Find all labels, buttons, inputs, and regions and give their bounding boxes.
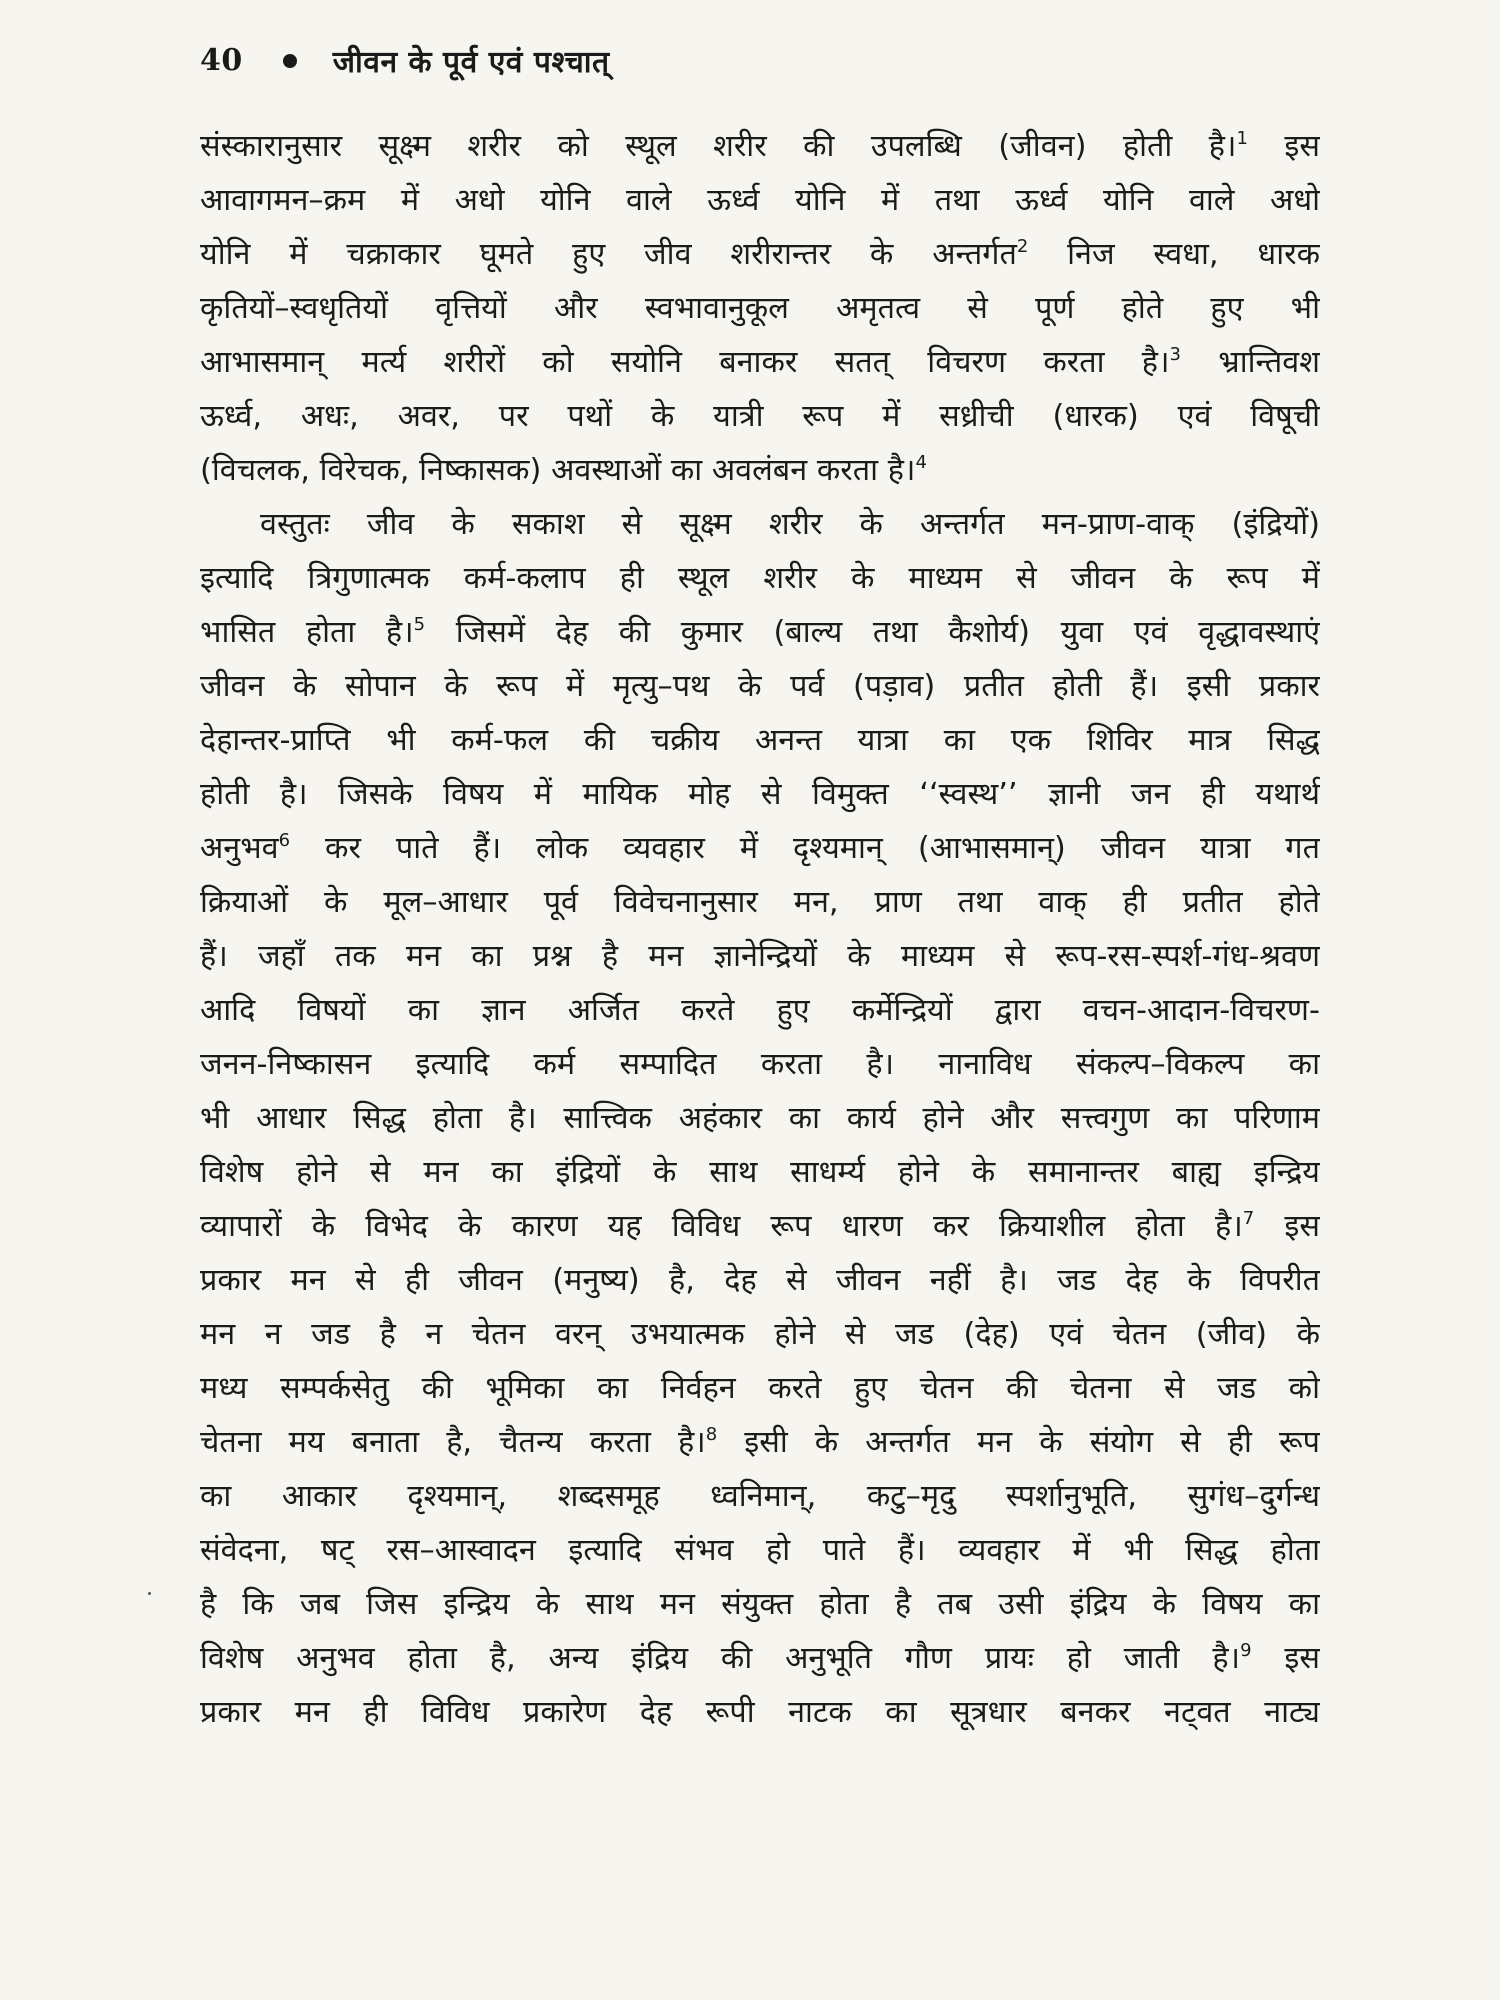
text-line: विशेष होने से मन का इंद्रियों के साथ साधर्म्य होने के समानान्तर बाह्य इन्द्रिय bbox=[200, 1155, 1320, 1190]
text-line: का आकार दृश्यमान्, शब्दसमूह ध्वनिमान्, कटु–मृदु स्पर्शानुभूति, सुगंध–दुर्गन्ध bbox=[200, 1479, 1320, 1514]
footnote-ref: 1 bbox=[1236, 128, 1248, 149]
text-line: जनन-निष्कासन इत्यादि कर्म सम्पादित करता है। नानाविध संकल्प–विकल्प का bbox=[200, 1047, 1320, 1082]
text-line: इत्यादि त्रिगुणात्मक कर्म-कलाप ही स्थूल शरीर के माध्यम से जीवन के रूप में bbox=[200, 561, 1320, 596]
text-line: प्रकार मन से ही जीवन (मनुष्य) है, देह से जीवन नहीं है। जड देह के विपरीत bbox=[200, 1263, 1320, 1298]
text-line: हैं। जहाँ तक मन का प्रश्न है मन ज्ञानेन्द्रियों के माध्यम से रूप-रस-स्पर्श-गंध-श्रवण bbox=[200, 939, 1320, 974]
text-line: जीवन के सोपान के रूप में मृत्यु–पथ के पर्व (पड़ाव) प्रतीत होती हैं। इसी प्रकार bbox=[200, 669, 1320, 704]
footnote-ref: 9 bbox=[1240, 1640, 1252, 1661]
bullet-icon bbox=[283, 54, 297, 68]
footnote-ref: 6 bbox=[278, 830, 291, 851]
footnote-ref: 7 bbox=[1242, 1208, 1255, 1229]
text-line: (विचलक, विरेचक, निष्कासक) अवस्थाओं का अवलंबन करता है।$^4$ bbox=[200, 452, 927, 488]
body-text bbox=[200, 120, 1320, 1740]
text-line: है कि जब जिस इन्द्रिय के साथ मन संयुक्त होता है तब उसी इंद्रिय के विषय का bbox=[200, 1587, 1320, 1622]
text-line: आदि विषयों का ज्ञान अर्जित करते हुए कर्मेन्द्रियों द्वारा वचन-आदान-विचरण- bbox=[200, 993, 1320, 1028]
text-line: संवेदना, षट् रस–आस्वादन इत्यादि संभव हो पाते हैं। व्यवहार में भी सिद्ध होता bbox=[200, 1533, 1320, 1568]
footnote-ref: 4 bbox=[915, 452, 927, 473]
text-line: कृतियों–स्वधृतियों वृत्तियों और स्वभावानुकूल अमृतत्व से पूर्ण होते हुए भी bbox=[200, 291, 1320, 326]
footnote-ref: 5 bbox=[413, 614, 426, 635]
text-line: होती है। जिसके विषय में मायिक मोह से विमुक्त ‘‘स्वस्थ’’ ज्ञानी जन ही यथार्थ bbox=[200, 777, 1320, 812]
text-line: क्रियाओं के मूल–आधार पूर्व विवेचनानुसार मन, प्राण तथा वाक् ही प्रतीत होते bbox=[200, 885, 1320, 920]
text-line: अनुभव$^6$ कर पाते हैं। लोक व्यवहार में दृश्यमान् (आभासमान्) जीवन यात्रा गत bbox=[200, 830, 1320, 866]
book-title: जीवन के पूर्व एवं पश्चात् bbox=[332, 45, 610, 80]
text-line: योनि में चक्राकार घूमते हुए जीव शरीरान्तर के अन्तर्गत$^2$ निज स्वधा, धारक bbox=[200, 236, 1320, 272]
text-line: विशेष अनुभव होता है, अन्य इंद्रिय की अनुभूति गौण प्रायः हो जाती है।$^9$ इस bbox=[200, 1640, 1320, 1676]
text-line: देहान्तर-प्राप्ति भी कर्म-फल की चक्रीय अनन्त यात्रा का एक शिविर मात्र सिद्ध bbox=[200, 723, 1320, 758]
footnote-ref: 2 bbox=[1016, 236, 1029, 257]
text-line: मध्य सम्पर्कसेतु की भूमिका का निर्वहन करते हुए चेतन की चेतना से जड को bbox=[200, 1371, 1320, 1406]
text-line: भासित होता है।$^5$ जिसमें देह की कुमार (बाल्य तथा कैशोर्य) युवा एवं वृद्धावस्थाएं bbox=[200, 614, 1320, 650]
text-line: चेतना मय बनाता है, चैतन्य करता है।$^8$ इसी के अन्तर्गत मन के संयोग से ही रूप bbox=[200, 1424, 1320, 1460]
footnote-ref: 3 bbox=[1169, 344, 1181, 365]
text-line: प्रकार मन ही विविध प्रकारेण देह रूपी नाटक का सूत्रधार बनकर नट्वत नाट्य bbox=[200, 1695, 1320, 1730]
text-line: भी आधार सिद्ध होता है। सात्त्विक अहंकार का कार्य होने और सत्त्वगुण का परिणाम bbox=[200, 1101, 1320, 1136]
scan-speck bbox=[148, 1592, 151, 1595]
paragraph-start-line: वस्तुतः जीव के सकाश से सूक्ष्म शरीर के अन्तर्गत मन-प्राण-वाक् (इंद्रियों) bbox=[260, 507, 1320, 542]
text-line: मन न जड है न चेतन वरन् उभयात्मक होने से जड (देह) एवं चेतन (जीव) के bbox=[200, 1317, 1320, 1352]
text-line: संस्कारानुसार सूक्ष्म शरीर को स्थूल शरीर की उपलब्धि (जीवन) होती है।$^1$ इस bbox=[200, 128, 1320, 164]
running-header bbox=[200, 40, 610, 81]
text-line: आवागमन–क्रम में अधो योनि वाले ऊर्ध्व योनि में तथा ऊर्ध्व योनि वाले अधो bbox=[200, 183, 1320, 218]
text-line: व्यापारों के विभेद के कारण यह विविध रूप धारण कर क्रियाशील होता है।$^7$ इस bbox=[200, 1208, 1320, 1244]
footnote-ref: 8 bbox=[705, 1424, 718, 1445]
text-line: ऊर्ध्व, अधः, अवर, पर पथों के यात्री रूप में सध्रीची (धारक) एवं विषूची bbox=[200, 399, 1320, 434]
text-line: आभासमान् मर्त्य शरीरों को सयोनि बनाकर सतत् विचरण करता है।$^3$ भ्रान्तिवश bbox=[200, 344, 1320, 380]
page-number: 40 bbox=[200, 43, 243, 78]
